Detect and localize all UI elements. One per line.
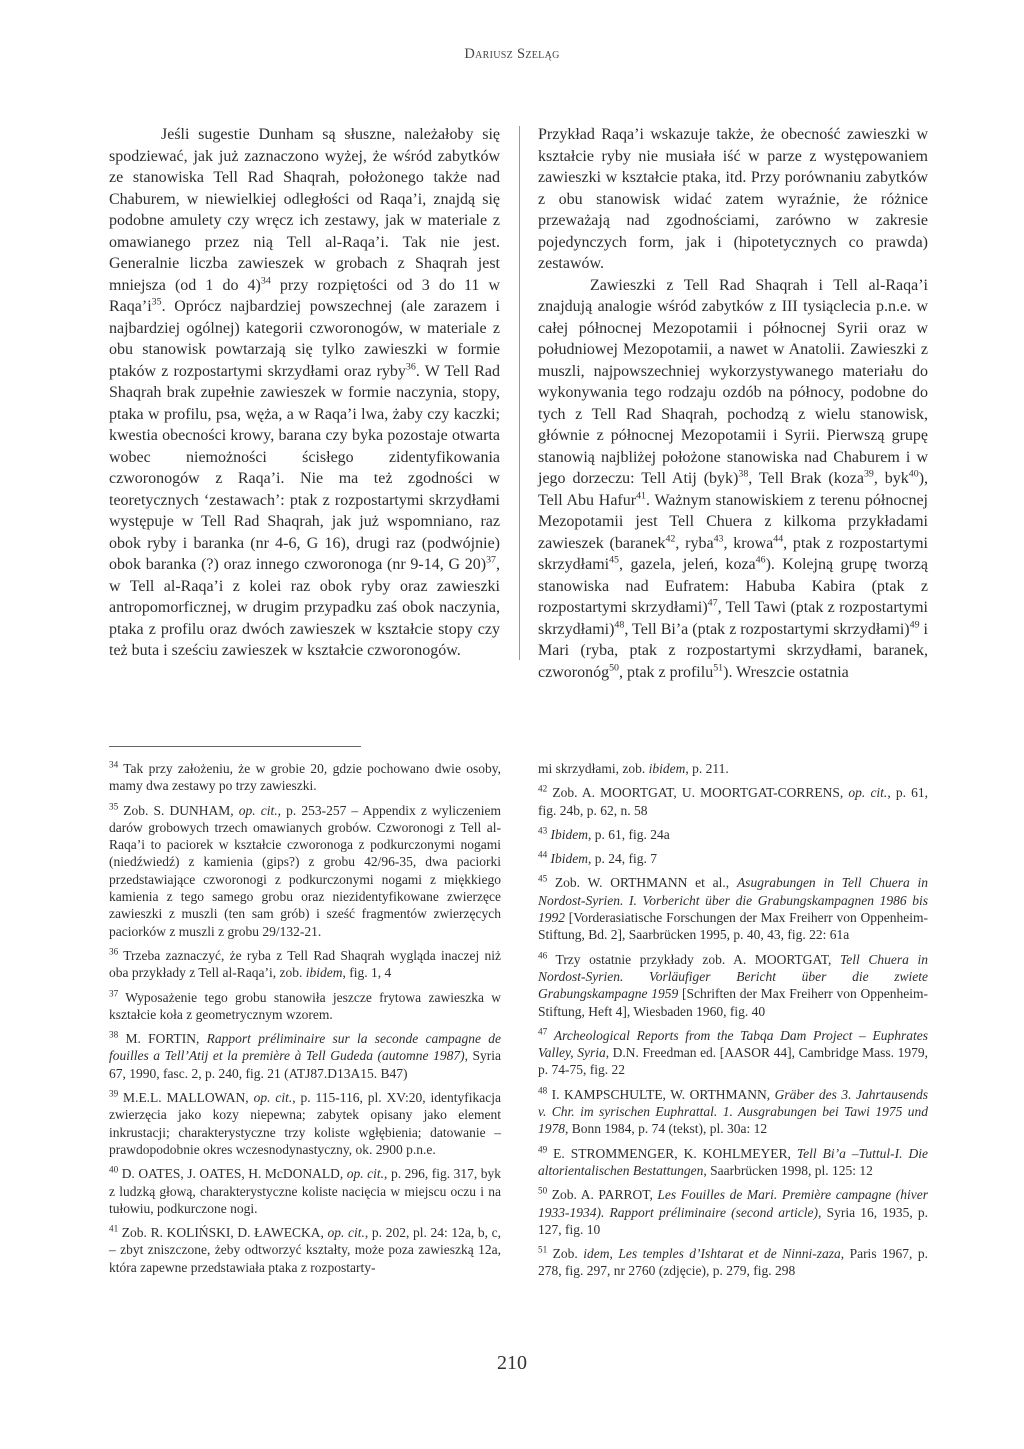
- body-paragraph: Zawieszki z Tell Rad Shaqrah i Tell al-Raqa’i znajdują analogie wśród zabytków z III tysiąclecia p.n.e. w całej północnej Mezopotamii i północnej Syrii oraz w południowej Mezopotamii, a nawet w Anatolii. Zawieszki z muszli, najpowszechniej wykorzystywanego materiału do wykonywania tego rodzaju ozdób na północy, podobne do tych z Tell Rad Shaqrah, pochodzą z wielu stanowisk, głównie z północnej Mezopotamii i Syrii. Pierwszą grupę stanowią najbliżej położone stanowiska nad Chaburem i w jego dorzeczu: Tell Atij (byk)$^{38}$, Tell Brak (koza$^{39}$, byk$^{40}$), Tell Abu Hafur$^{41}$. Ważnym stanowiskiem z terenu północnej Mezopotamii jest Tell Chuera z kilkoma przykładami zawieszek (baranek$^{42}$, ryba$^{43}$, krowa$^{44}$, ptak z rozpostartymi skrzydłami$^{45}$, gazela, jeleń, koza$^{46}$). Kolejną grupę tworzą stanowiska nad Eufratem: Habuba Kabira (ptak z rozpostartymi skrzydłami)$^{47}$, Tell Tawi (ptak z rozpostartymi skrzydłami)$^{48}$, Tell Bi’a (ptak z rozpostartymi skrzydłami)$^{49}$ i Mari (ryba, ptak z rozpostartymi skrzydłami, baranek, czworonóg$^{50}$, ptak z profilu$^{51}$). Wreszcie ostatnia: [538, 276, 929, 681]
- body-paragraph: Jeśli sugestie Dunham są słuszne, należałoby się spodziewać, jak już zaznaczono wyżej, że wśród zabytków ze stanowiska Tell Rad Shaqrah, położonego także nad Chaburem, w niewielkiej odległości od Raqa’i, znajdą się podobne amulety czy wręcz ich zestawy, jak w materiale z omawianego przez nią Tell al-Raqa’i. Tak nie jest. Generalnie liczba zawieszek w grobach z Shaqrah jest mniejsza (od 1 do 4)$^{34}$ przy rozpiętości od 3 do 11 w $Raqa’i^{35}$. Oprócz najbardziej powszechnej (ale zarazem i najbardziej ogólnej) kategorii czworonogów, w materiale z obu stanowisk powtarzają się tylko zawieszki w formie ptaków z rozpostartymi skrzydłami oraz ryby$^{36}$. W Tell Rad Shaqrah brak zupełnie zawieszek w formie naczynia, stopy, ptaka w profilu, psa, węża, a w Raqa’i lwa, żaby czy kaczki; kwestia obecności krowy, barana czy byka pozostaje otwarta wobec niemożności ścisłego zidentyfikowania czworonogów z Raqa’i. Nie ma też zgodności w teoretycznych ‘zestawach’: ptak z rozpostartymi skrzydłami występuje w Tell Rad Shaqrah, jak już wspomniano, raz obok ryby i baranka (nr 4-6, G 16), drugi raz (podwójnie) obok baranka (?) oraz innego czworonoga (nr 9-14, G 20)$^{37}$, w Tell al-Raqa’i z kolei raz obok ryby oraz zawieszki antropomorficznej, w drugim przypadku zaś obok naczynia, ptaka z profilu oraz dwóch zawieszek w kształcie stopy czy też buta i sześciu zawieszek w kształcie czworonogów.: [109, 126, 500, 659]
- footnote-42: $^{42}$ Zob. A. MOORTGAT, U. MOORTGAT-CORRENS, op. cit., p. 61, fig. 24b, p. 62, n. 58: [538, 783, 929, 818]
- body-paragraph: Przykład Raqa’i wskazuje także, że obecność zawieszki w kształcie ryby nie musiała iść w parze z występowaniem zawieszki w kształcie ptaka, itd. Przy porównaniu zabytków z obu stanowisk widać zatem wyraźnie, że różnice przeważają nad zgodnościami, zarówno w zakresie pojedynczych form, jak i (hipotetycznych co prawda) zestawów.: [538, 126, 928, 272]
- footnote-39: $^{39}$ M.E.L. MALLOWAN, op. cit., p. 115-116, pl. XV:20, identyfikacja zwierzęcia jako kozy niepewna; zabytek opisany jako element inkrustacji; charakterystyczne trzy koliste wgłębienia; datowanie – prawdopodobnie okres wczesnodynastyczny, ok. 2900 p.n.e.: [109, 1088, 501, 1157]
- footnote-38: $^{38}$ M. FORTIN, Rapport préliminaire sur la seconde campagne de fouilles a Tell’Atij et la première à Tell Gudeda (automne 1987), Syria 67, 1990, fasc. 2, p. 240, fig. 21 (ATJ87.D13A15. B47): [109, 1029, 502, 1081]
- footnotes-column-right: [538, 760, 928, 1287]
- body-column-right: [538, 124, 928, 683]
- footnote-35: $^{35}$ Zob. S. DUNHAM, op. cit., p. 253-257 – Appendix z wyliczeniem darów grobowych trzech omawianych grobów. Czworonogi z Tell al-Raqa’i to paciorek w kształcie czworonoga z podkurczonymi nogami (niedźwiedź) z kamienia (gips?) z grobu 42/96-35, dwa paciorki przedstawiające czworonogi z podkurczonymi nogami z miękkiego kamienia z tego samego grobu oraz niezidentyfikowane zwierzęce zawieszki z muszli (ten sam grób) i sześć fragmentów zwierzęcych paciorków z muszli z grobu 29/132-21.: [109, 801, 501, 939]
- running-head-author: Dariusz Szeląg: [464, 46, 560, 62]
- footnote-47: $^{47}$ Archeological Reports from the Tabqa Dam Project – Euphrates Valley, Syria, D.N. Freedman ed. [AASOR 44], Cambridge Mass. 1979, p. 74-75, fig. 22: [538, 1026, 929, 1078]
- footnote-41-continued: mi skrzydłami, zob. ibidem, p. 211.: [538, 761, 729, 776]
- page-number: 210: [497, 1352, 527, 1374]
- footnote-45: $^{45}$ Zob. W. ORTHMANN et al., Asugrabungen in Tell Chuera in Nordost-Syrien. I. Vorbericht über die Grabungskampagnen 1986 bis 1992 [Vorderasiatische Forschungen der Max Freiherr von Oppenheim-Stiftung, Bd. 2], Saarbrücken 1995, p. 40, 43, fig. 22: 61a: [538, 873, 928, 943]
- footnotes-column-left: [109, 760, 501, 1283]
- footnote-36: $^{36}$ Trzeba zaznaczyć, że ryba z Tell Rad Shaqrah wygląda inaczej niż oba przykłady z Tell al-Raqa’i, zob. ibidem, fig. 1, 4: [109, 946, 501, 981]
- footnote-49: $^{49}$ E. STROMMENGER, K. KOHLMEYER, Tell Bi’a –Tuttul-I. Die altorientalischen Bestattungen, Saarbrücken 1998, pl. 125: 12: [538, 1144, 928, 1178]
- body-column-left: [109, 124, 500, 662]
- footnote-separator: [109, 746, 361, 747]
- footnote-40: $^{40}$ D. OATES, J. OATES, H. McDONALD, op. cit., p. 296, fig. 317, byk z ludzką głową, charakterystyczne koliste nacięcia w miejscu oczu i na tułowiu, podkurczone nogi.: [109, 1164, 501, 1216]
- footnote-44: $^{44}$ Ibidem, p. 24, fig. 7: [538, 849, 658, 867]
- footnote-48: $^{48}$ I. KAMPSCHULTE, W. ORTHMANN, Gräber des 3. Jahrtausends v. Chr. im syrischen Euphrattal. 1. Ausgrabungen bei Tawi 1975 und 1978, Bonn 1984, p. 74 (tekst), pl. 30a: 12: [538, 1085, 928, 1137]
- footnote-43: $^{43}$ Ibidem, p. 61, fig. 24a: [538, 825, 670, 842]
- footnote-41: $^{41}$ Zob. R. KOLIŃSKI, D. ŁAWECKA, op. cit., p. 202, pl. 24: 12a, b, c, – zbyt zniszczone, żeby odtworzyć kształty, może poza zawieszką 12a, która zapewne przedstawiała ptaka z rozpostarty-: [109, 1223, 501, 1275]
- footnote-50: $^{50}$ Zob. A. PARROT, Les Fouilles de Mari. Première campagne (hiver 1933-1934). Rapport préliminaire (second article), Syria 16, 1935, p. 127, fig. 10: [538, 1185, 929, 1237]
- column-divider: [519, 126, 520, 660]
- footnote-51: $^{51}$ Zob. idem, Les temples d’Ishtarat et de Ninni-zaza, Paris 1967, p. 278, fig. 297, nr 2760 (zdjęcie), p. 279, fig. 298: [538, 1244, 929, 1279]
- footnote-37: $^{37}$ Wyposażenie tego grobu stanowiła jeszcze frytowa zawieszka w kształcie koła z geometrycznym wzorem.: [109, 988, 501, 1022]
- footnote-34: $^{34}$ Tak przy założeniu, że w grobie 20, gdzie pochowano dwie osoby, mamy dwa zestawy po trzy zawieszki.: [109, 759, 501, 794]
- footnote-46: $^{46}$ Trzy ostatnie przykłady zob. A. MOORTGAT, Tell Chuera in Nordost-Syrien. Vorläufiger Bericht über die zwiete Grabungskampagne 1959 [Schriften der Max Freiherr von Oppenheim-Stiftung, Heft 4], Wiesbaden 1960, fig. 40: [538, 950, 929, 1019]
